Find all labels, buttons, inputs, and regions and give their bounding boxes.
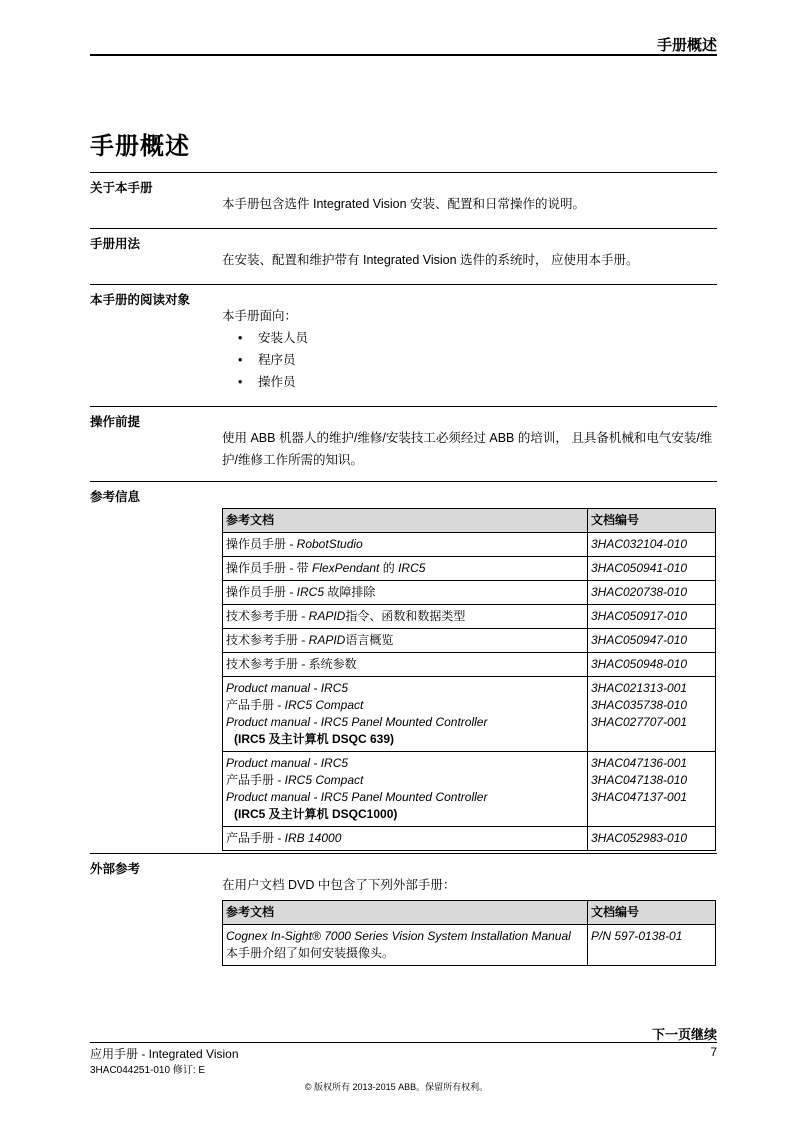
references-table — [222, 508, 716, 851]
table-row — [223, 677, 716, 752]
doc-subtitle: (IRC5 及主计算机 DSQC 639) — [234, 732, 395, 746]
doc-title-italic: RAPID — [308, 633, 346, 647]
doc-title-italic: IRC5 — [296, 585, 325, 599]
footer-doc-id: 3HAC044251-010 修订: E — [90, 1065, 206, 1076]
table-header-row — [223, 509, 716, 533]
section-label: 本手册的阅读对象 — [90, 293, 191, 307]
table-row — [223, 605, 716, 629]
section-audience — [90, 284, 717, 389]
doc-id: 3HAC047138-010 — [591, 773, 688, 787]
doc-title: 技术参考手册 - — [226, 633, 309, 647]
section-text: 使用 ABB 机器人的维护/维修/安装技工必须经过 ABB 的培训， 且具备机械和电气安装/维护/维修工作所需的知识。 — [222, 431, 713, 467]
table-row — [223, 629, 716, 653]
doc-id: 3HAC035738-010 — [591, 698, 688, 712]
doc-title-italic: FlexPendant — [312, 561, 380, 575]
table-row — [223, 581, 716, 605]
doc-id: 3HAC047136-001 — [591, 756, 688, 770]
doc-title-post: 指令、函数和数据类型 — [345, 609, 466, 623]
doc-title: 技术参考手册 - — [226, 609, 309, 623]
doc-id: 3HAC047137-001 — [591, 790, 688, 804]
doc-title-post: 故障排除 — [324, 585, 376, 599]
doc-title-italic: RobotStudio — [296, 537, 363, 551]
audience-list — [222, 327, 717, 393]
footer-rule — [90, 1042, 717, 1043]
column-header-id: 文档编号 — [588, 509, 716, 533]
doc-title-italic: IRC5 Compact — [284, 773, 364, 787]
doc-title: 产品手册 - — [226, 773, 285, 787]
doc-description: 本手册介绍了如何安装摄像头。 — [226, 946, 395, 960]
doc-title-mid: 的 — [379, 561, 399, 575]
column-header-id: 文档编号 — [588, 901, 716, 925]
header-rule — [90, 54, 717, 56]
section-text: 在安装、配置和维护带有 Integrated Vision 选件的系统时， 应使用本手册。 — [222, 253, 639, 267]
doc-title-italic: IRC5 Compact — [284, 698, 364, 712]
section-references — [90, 481, 717, 845]
table-row — [223, 827, 716, 851]
section-prerequisites — [90, 406, 717, 467]
external-intro: 在用户文档 DVD 中包含了下列外部手册： — [222, 878, 456, 892]
list-item: • 程序员 — [238, 349, 717, 371]
page-title: 手册概述 — [90, 133, 190, 160]
doc-title: 操作员手册 - — [226, 585, 297, 599]
footer-manual-title: 应用手册 - Integrated Vision — [90, 1047, 239, 1061]
external-table — [222, 900, 716, 966]
doc-title: 技术参考手册 - 系统参数 — [226, 657, 357, 671]
doc-id: 3HAC050917-010 — [588, 605, 716, 629]
table-row — [223, 557, 716, 581]
doc-subtitle: (IRC5 及主计算机 DSQC1000) — [234, 807, 398, 821]
doc-title: Product manual - IRC5 Panel Mounted Controller — [226, 715, 488, 729]
table-row — [223, 752, 716, 827]
doc-title: 产品手册 - — [226, 831, 285, 845]
external-body — [222, 874, 717, 966]
doc-title-italic: IRC5 — [398, 561, 426, 575]
running-header-title: 手册概述 — [656, 37, 717, 54]
doc-id: P/N 597-0138-01 — [588, 925, 716, 966]
doc-title: Cognex In-Sight® 7000 Series Vision System Installation Manual — [226, 929, 571, 943]
table-row — [223, 653, 716, 677]
doc-id: 3HAC050941-010 — [588, 557, 716, 581]
list-item: • 安装人员 — [238, 327, 717, 349]
doc-id: 3HAC020738-010 — [588, 581, 716, 605]
section-label: 外部参考 — [90, 862, 141, 876]
doc-title: Product manual - IRC5 Panel Mounted Controller — [226, 790, 488, 804]
doc-title: 操作员手册 - 带 — [226, 561, 312, 575]
section-about — [90, 172, 717, 211]
doc-title: Product manual - IRC5 — [226, 756, 349, 770]
doc-id: 3HAC021313-001 — [591, 681, 688, 695]
continued-next-page: 下一页继续 — [651, 1027, 717, 1042]
doc-id: 3HAC050948-010 — [588, 653, 716, 677]
section-body — [222, 305, 717, 393]
doc-id: 3HAC027707-001 — [591, 715, 688, 729]
column-header-document: 参考文档 — [223, 509, 588, 533]
doc-title: 产品手册 - — [226, 698, 285, 712]
doc-title: 操作员手册 - — [226, 537, 297, 551]
list-item: • 操作员 — [238, 371, 717, 393]
doc-title-italic: IRB 14000 — [284, 831, 342, 845]
section-label: 手册用法 — [90, 237, 141, 251]
column-header-document: 参考文档 — [223, 901, 588, 925]
doc-id: 3HAC032104-010 — [588, 533, 716, 557]
section-external-references — [90, 853, 717, 960]
doc-title-post: 语言概览 — [345, 633, 394, 647]
doc-title: Product manual - IRC5 — [226, 681, 349, 695]
page-number: 7 — [710, 1045, 717, 1059]
doc-title-italic: RAPID — [308, 609, 346, 623]
section-usage — [90, 228, 717, 267]
references-table-wrap — [222, 508, 717, 851]
section-label: 关于本手册 — [90, 181, 153, 195]
copyright-notice: © 版权所有 2013-2015 ABB。保留所有权利。 — [304, 1082, 489, 1092]
doc-id: 3HAC052983-010 — [588, 827, 716, 851]
section-label: 操作前提 — [90, 415, 141, 429]
table-header-row — [223, 901, 716, 925]
doc-id: 3HAC050947-010 — [588, 629, 716, 653]
audience-intro: 本手册面向： — [222, 309, 298, 323]
section-text: 本手册包含选件 Integrated Vision 安装、配置和日常操作的说明。 — [222, 197, 586, 211]
table-row — [223, 533, 716, 557]
table-row — [223, 925, 716, 966]
section-label: 参考信息 — [90, 490, 141, 504]
